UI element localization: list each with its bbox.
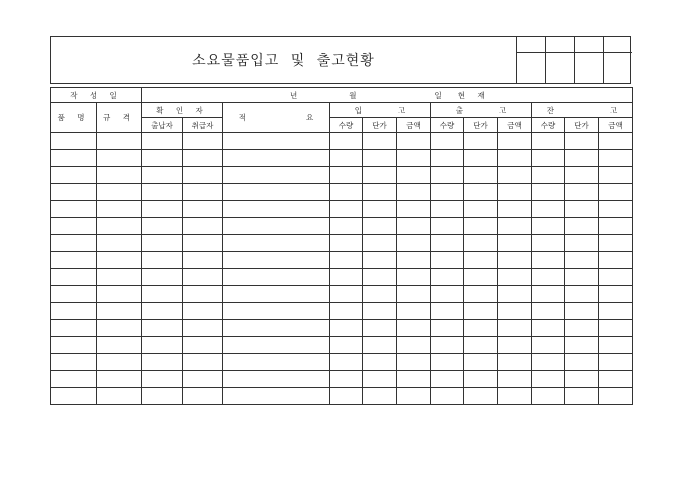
table-row — [51, 286, 633, 303]
table-cell[interactable] — [97, 235, 142, 252]
table-cell[interactable] — [330, 269, 363, 286]
table-cell[interactable] — [464, 184, 498, 201]
table-cell[interactable] — [363, 235, 397, 252]
table-cell[interactable] — [397, 167, 431, 184]
table-cell[interactable] — [431, 167, 464, 184]
table-cell[interactable] — [51, 388, 97, 405]
table-cell[interactable] — [431, 252, 464, 269]
table-cell[interactable] — [183, 388, 223, 405]
table-cell[interactable] — [498, 150, 532, 167]
table-cell[interactable] — [183, 184, 223, 201]
table-row — [51, 133, 633, 150]
table-cell[interactable] — [532, 354, 565, 371]
date-label: 작 성 일 — [51, 88, 142, 103]
table-cell[interactable] — [464, 286, 498, 303]
table-cell[interactable] — [330, 388, 363, 405]
table-cell[interactable] — [142, 150, 183, 167]
table-cell[interactable] — [397, 133, 431, 150]
table-cell[interactable] — [183, 218, 223, 235]
table-cell[interactable] — [51, 235, 97, 252]
table-cell[interactable] — [464, 218, 498, 235]
table-cell[interactable] — [532, 320, 565, 337]
table-cell[interactable] — [363, 167, 397, 184]
out-header — [431, 103, 532, 118]
table-cell[interactable] — [599, 371, 633, 388]
table-cell[interactable] — [431, 320, 464, 337]
table-cell[interactable] — [599, 320, 633, 337]
table-cell[interactable] — [363, 388, 397, 405]
table-row — [51, 337, 633, 354]
table-cell[interactable] — [97, 133, 142, 150]
table-cell[interactable] — [464, 269, 498, 286]
table-row — [51, 388, 633, 405]
table-cell[interactable] — [223, 354, 330, 371]
table-cell[interactable] — [431, 133, 464, 150]
table-cell[interactable] — [223, 252, 330, 269]
balance-right: 고 — [610, 105, 618, 115]
in-right: 고 — [398, 105, 406, 115]
table-cell[interactable] — [498, 303, 532, 320]
table-cell[interactable] — [464, 235, 498, 252]
table-cell[interactable] — [51, 371, 97, 388]
summary-right: 요 — [306, 113, 314, 122]
table-cell[interactable] — [142, 354, 183, 371]
table-cell[interactable] — [223, 303, 330, 320]
table-cell[interactable] — [565, 337, 599, 354]
table-cell[interactable] — [142, 184, 183, 201]
table-cell[interactable] — [397, 286, 431, 303]
in-header — [330, 103, 431, 118]
table-row — [51, 269, 633, 286]
title-row — [50, 36, 631, 84]
table-cell[interactable] — [532, 286, 565, 303]
table-row — [51, 252, 633, 269]
table-cell[interactable] — [532, 184, 565, 201]
table-cell[interactable] — [431, 286, 464, 303]
bal-qty-header: 수량 — [532, 118, 565, 133]
table-cell[interactable] — [223, 184, 330, 201]
table-cell[interactable] — [97, 286, 142, 303]
table-cell[interactable] — [532, 133, 565, 150]
table-cell[interactable] — [183, 371, 223, 388]
table-cell[interactable] — [51, 269, 97, 286]
table-cell[interactable] — [532, 252, 565, 269]
table-cell[interactable] — [97, 303, 142, 320]
table-cell[interactable] — [330, 235, 363, 252]
table-cell[interactable] — [464, 167, 498, 184]
table-cell[interactable] — [464, 303, 498, 320]
table-cell[interactable] — [599, 252, 633, 269]
table-cell[interactable] — [599, 235, 633, 252]
table-cell[interactable] — [532, 235, 565, 252]
table-cell[interactable] — [330, 286, 363, 303]
table-cell[interactable] — [599, 184, 633, 201]
table-cell[interactable] — [431, 354, 464, 371]
table-cell[interactable] — [142, 252, 183, 269]
table-cell[interactable] — [498, 269, 532, 286]
table-cell[interactable] — [498, 167, 532, 184]
table-cell[interactable] — [565, 201, 599, 218]
table-cell[interactable] — [397, 218, 431, 235]
table-cell[interactable] — [599, 388, 633, 405]
spec-header: 규 격 — [97, 103, 142, 133]
in-price-header: 단가 — [363, 118, 397, 133]
inventory-table — [50, 87, 633, 405]
table-cell[interactable] — [431, 201, 464, 218]
table-cell[interactable] — [599, 303, 633, 320]
table-cell[interactable] — [464, 337, 498, 354]
table-cell[interactable] — [51, 337, 97, 354]
table-cell[interactable] — [183, 320, 223, 337]
table-cell[interactable] — [51, 133, 97, 150]
table-cell[interactable] — [363, 150, 397, 167]
table-cell[interactable] — [183, 303, 223, 320]
table-cell[interactable] — [397, 201, 431, 218]
current-label: 현 재 — [457, 90, 490, 100]
table-cell[interactable] — [363, 252, 397, 269]
table-row — [51, 371, 633, 388]
table-cell[interactable] — [397, 150, 431, 167]
table-cell[interactable] — [142, 303, 183, 320]
table-cell[interactable] — [51, 354, 97, 371]
table-cell[interactable] — [498, 235, 532, 252]
out-right: 고 — [499, 105, 507, 115]
table-cell[interactable] — [532, 167, 565, 184]
table-cell[interactable] — [142, 337, 183, 354]
table-cell[interactable] — [363, 354, 397, 371]
table-cell[interactable] — [599, 150, 633, 167]
table-cell[interactable] — [565, 388, 599, 405]
table-cell[interactable] — [431, 388, 464, 405]
table-cell[interactable] — [330, 320, 363, 337]
table-cell[interactable] — [51, 150, 97, 167]
table-cell[interactable] — [183, 201, 223, 218]
table-cell[interactable] — [330, 354, 363, 371]
in-amount-header: 금액 — [397, 118, 431, 133]
table-cell[interactable] — [142, 201, 183, 218]
in-left: 입 — [354, 105, 363, 115]
confirmer-header: 확 인 자 — [142, 103, 223, 118]
table-cell[interactable] — [498, 184, 532, 201]
table-cell[interactable] — [97, 337, 142, 354]
table-cell[interactable] — [464, 150, 498, 167]
table-cell[interactable] — [464, 133, 498, 150]
table-cell[interactable] — [397, 354, 431, 371]
table-cell[interactable] — [223, 133, 330, 150]
table-cell[interactable] — [183, 354, 223, 371]
table-cell[interactable] — [565, 303, 599, 320]
table-cell[interactable] — [397, 320, 431, 337]
inventory-form — [50, 36, 631, 405]
table-cell[interactable] — [183, 235, 223, 252]
table-cell[interactable] — [431, 337, 464, 354]
year-label: 년 — [290, 90, 298, 100]
table-cell[interactable] — [330, 252, 363, 269]
table-row — [51, 354, 633, 371]
out-qty-header: 수량 — [431, 118, 464, 133]
table-cell[interactable] — [223, 320, 330, 337]
table-row — [51, 303, 633, 320]
table-row — [51, 235, 633, 252]
table-cell[interactable] — [464, 371, 498, 388]
table-cell[interactable] — [599, 218, 633, 235]
table-cell[interactable] — [97, 354, 142, 371]
handler-header: 취급자 — [183, 118, 223, 133]
table-cell[interactable] — [565, 371, 599, 388]
table-cell[interactable] — [51, 167, 97, 184]
table-cell[interactable] — [565, 184, 599, 201]
table-cell[interactable] — [565, 320, 599, 337]
table-cell[interactable] — [223, 337, 330, 354]
table-cell[interactable] — [397, 235, 431, 252]
table-cell[interactable] — [183, 269, 223, 286]
table-cell[interactable] — [97, 201, 142, 218]
table-cell[interactable] — [599, 337, 633, 354]
table-row — [51, 218, 633, 235]
table-cell[interactable] — [599, 354, 633, 371]
table-cell[interactable] — [397, 371, 431, 388]
table-row — [51, 167, 633, 184]
table-cell[interactable] — [498, 201, 532, 218]
table-cell[interactable] — [142, 235, 183, 252]
table-cell[interactable] — [51, 286, 97, 303]
table-cell[interactable] — [397, 184, 431, 201]
table-cell[interactable] — [532, 388, 565, 405]
bal-price-header: 단가 — [565, 118, 599, 133]
day-label: 일 — [434, 90, 442, 100]
table-cell[interactable] — [565, 252, 599, 269]
table-cell[interactable] — [142, 218, 183, 235]
header-row-1 — [51, 103, 633, 118]
table-cell[interactable] — [363, 286, 397, 303]
approval-stamp-boxes — [516, 36, 632, 84]
table-cell[interactable] — [183, 337, 223, 354]
table-cell[interactable] — [565, 150, 599, 167]
table-cell[interactable] — [51, 218, 97, 235]
date-value — [142, 88, 633, 103]
table-cell[interactable] — [97, 269, 142, 286]
item-header: 품 명 — [51, 103, 97, 133]
table-cell[interactable] — [498, 371, 532, 388]
table-cell[interactable] — [142, 269, 183, 286]
table-cell[interactable] — [532, 150, 565, 167]
table-cell[interactable] — [498, 388, 532, 405]
table-cell[interactable] — [397, 269, 431, 286]
table-cell[interactable] — [599, 201, 633, 218]
table-cell[interactable] — [223, 286, 330, 303]
table-cell[interactable] — [565, 218, 599, 235]
summary-header — [223, 103, 330, 133]
table-cell[interactable] — [532, 201, 565, 218]
table-cell[interactable] — [464, 354, 498, 371]
table-cell[interactable] — [532, 371, 565, 388]
table-cell[interactable] — [363, 184, 397, 201]
table-row — [51, 150, 633, 167]
out-amount-header: 금액 — [498, 118, 532, 133]
table-cell[interactable] — [363, 303, 397, 320]
balance-header — [532, 103, 633, 118]
table-cell[interactable] — [431, 218, 464, 235]
table-cell[interactable] — [464, 252, 498, 269]
table-cell[interactable] — [330, 184, 363, 201]
out-price-header: 단가 — [464, 118, 498, 133]
form-title: 소요물품입고 및 출고현황 — [192, 53, 375, 69]
table-cell[interactable] — [498, 337, 532, 354]
table-cell[interactable] — [97, 388, 142, 405]
in-qty-header: 수량 — [330, 118, 363, 133]
table-cell[interactable] — [223, 150, 330, 167]
table-cell[interactable] — [397, 252, 431, 269]
table-cell[interactable] — [532, 303, 565, 320]
table-cell[interactable] — [142, 388, 183, 405]
table-cell[interactable] — [223, 218, 330, 235]
table-cell[interactable] — [532, 218, 565, 235]
table-cell[interactable] — [51, 320, 97, 337]
table-cell[interactable] — [565, 133, 599, 150]
table-cell[interactable] — [363, 269, 397, 286]
table-cell[interactable] — [599, 133, 633, 150]
table-cell[interactable] — [498, 218, 532, 235]
table-cell[interactable] — [51, 252, 97, 269]
table-cell[interactable] — [565, 235, 599, 252]
table-cell[interactable] — [532, 337, 565, 354]
summary-left: 적 — [238, 113, 247, 122]
table-cell[interactable] — [363, 218, 397, 235]
table-cell[interactable] — [183, 150, 223, 167]
table-cell[interactable] — [363, 133, 397, 150]
table-cell[interactable] — [97, 184, 142, 201]
table-cell[interactable] — [183, 286, 223, 303]
out-left: 출 — [455, 105, 464, 115]
table-cell[interactable] — [142, 371, 183, 388]
table-cell[interactable] — [498, 354, 532, 371]
table-cell[interactable] — [431, 235, 464, 252]
table-cell[interactable] — [223, 388, 330, 405]
table-cell[interactable] — [498, 286, 532, 303]
table-cell[interactable] — [330, 150, 363, 167]
table-cell[interactable] — [330, 303, 363, 320]
table-cell[interactable] — [97, 218, 142, 235]
table-cell[interactable] — [397, 337, 431, 354]
table-cell[interactable] — [363, 371, 397, 388]
date-row — [51, 88, 633, 103]
table-row — [51, 320, 633, 337]
table-cell[interactable] — [51, 184, 97, 201]
table-cell[interactable] — [565, 354, 599, 371]
table-cell[interactable] — [51, 303, 97, 320]
table-cell[interactable] — [431, 184, 464, 201]
table-cell[interactable] — [183, 252, 223, 269]
table-cell[interactable] — [183, 167, 223, 184]
table-cell[interactable] — [464, 320, 498, 337]
data-rows — [51, 133, 633, 405]
table-cell[interactable] — [498, 252, 532, 269]
table-cell[interactable] — [330, 218, 363, 235]
table-cell[interactable] — [599, 269, 633, 286]
table-cell[interactable] — [142, 167, 183, 184]
table-cell[interactable] — [397, 303, 431, 320]
table-cell[interactable] — [599, 286, 633, 303]
table-cell[interactable] — [223, 269, 330, 286]
table-cell[interactable] — [51, 201, 97, 218]
table-cell[interactable] — [498, 320, 532, 337]
table-cell[interactable] — [97, 371, 142, 388]
table-cell[interactable] — [97, 150, 142, 167]
table-cell[interactable] — [498, 133, 532, 150]
table-cell[interactable] — [223, 167, 330, 184]
table-cell[interactable] — [97, 252, 142, 269]
table-cell[interactable] — [599, 167, 633, 184]
table-cell[interactable] — [330, 371, 363, 388]
table-cell[interactable] — [183, 133, 223, 150]
table-cell[interactable] — [97, 320, 142, 337]
table-cell[interactable] — [431, 303, 464, 320]
table-cell[interactable] — [142, 133, 183, 150]
table-cell[interactable] — [223, 201, 330, 218]
balance-left: 잔 — [546, 105, 555, 115]
table-cell[interactable] — [532, 269, 565, 286]
table-cell[interactable] — [97, 167, 142, 184]
month-label: 월 — [349, 90, 357, 100]
table-cell[interactable] — [363, 337, 397, 354]
table-cell[interactable] — [431, 371, 464, 388]
table-cell[interactable] — [565, 269, 599, 286]
table-row — [51, 201, 633, 218]
table-cell[interactable] — [363, 320, 397, 337]
table-cell[interactable] — [565, 286, 599, 303]
table-cell[interactable] — [330, 133, 363, 150]
table-cell[interactable] — [363, 201, 397, 218]
table-cell[interactable] — [397, 388, 431, 405]
table-cell[interactable] — [330, 201, 363, 218]
table-cell[interactable] — [330, 337, 363, 354]
table-cell[interactable] — [142, 286, 183, 303]
table-cell[interactable] — [464, 388, 498, 405]
bal-amount-header: 금액 — [599, 118, 633, 133]
table-cell[interactable] — [223, 235, 330, 252]
table-cell[interactable] — [330, 167, 363, 184]
table-cell[interactable] — [565, 167, 599, 184]
table-cell[interactable] — [142, 320, 183, 337]
issuer-header: 출납자 — [142, 118, 183, 133]
table-row — [51, 184, 633, 201]
table-cell[interactable] — [223, 371, 330, 388]
table-cell[interactable] — [431, 150, 464, 167]
table-cell[interactable] — [431, 269, 464, 286]
table-cell[interactable] — [464, 201, 498, 218]
